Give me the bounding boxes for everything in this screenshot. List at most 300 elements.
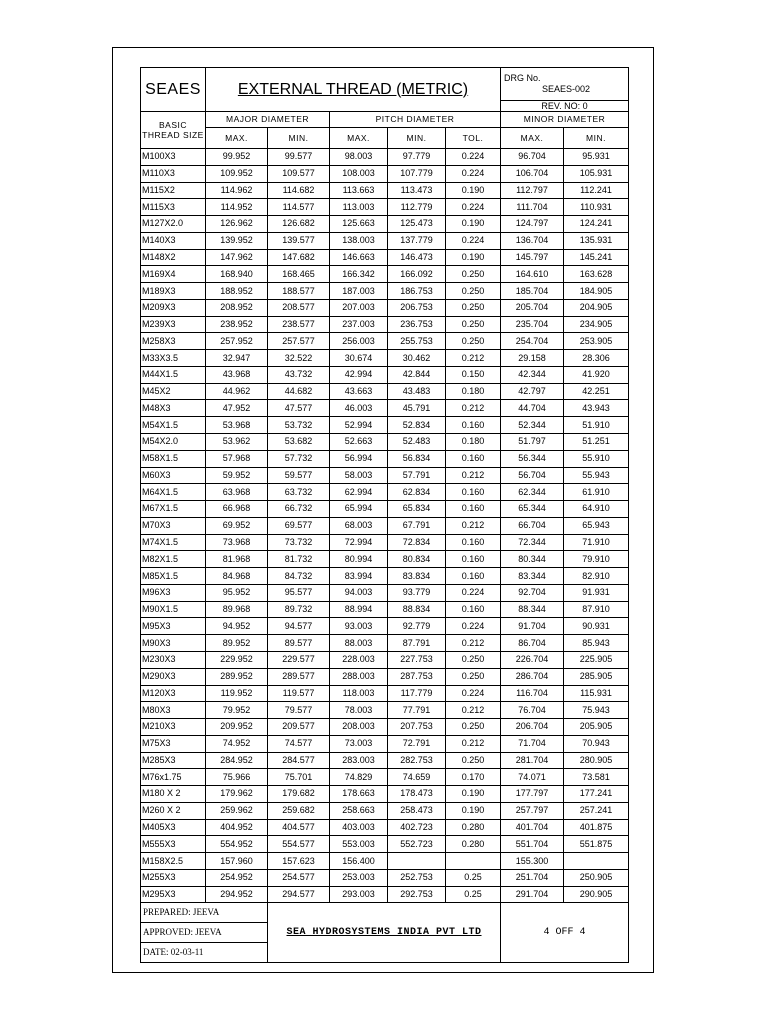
drg-value: SEAES-002 <box>541 84 591 94</box>
thread-size-cell: M96X3 <box>141 584 206 601</box>
major-max-cell: 53.968 <box>206 417 268 434</box>
minor-min-cell: 73.581 <box>564 769 629 786</box>
minor-max-cell: 401.704 <box>501 819 564 836</box>
major-min-cell: 94.577 <box>268 618 330 635</box>
pitch-max-cell: 58.003 <box>330 467 388 484</box>
prepared-by: PREPARED: JEEVA <box>141 903 268 923</box>
thread-size-cell: M90X1.5 <box>141 601 206 618</box>
major-min-cell: 79.577 <box>268 702 330 719</box>
minor-max-cell: 51.797 <box>501 434 564 451</box>
pitch-min-cell: 107.779 <box>388 165 446 182</box>
minor-max-cell: 88.344 <box>501 601 564 618</box>
pitch-max-cell: 283.003 <box>330 752 388 769</box>
pitch-tol-cell: 0.25 <box>446 869 501 886</box>
pitch-min-cell: 80.834 <box>388 551 446 568</box>
pitch-tol-cell: 0.160 <box>446 601 501 618</box>
major-min-cell: 254.577 <box>268 869 330 886</box>
pitch-min-cell: 77.791 <box>388 702 446 719</box>
table-row <box>141 618 629 635</box>
table-row <box>141 450 629 467</box>
major-min-cell: 147.682 <box>268 249 330 266</box>
pitch-tol-cell: 0.224 <box>446 685 501 702</box>
pitch-max-cell: 93.003 <box>330 618 388 635</box>
thread-size-cell: M290X3 <box>141 668 206 685</box>
col-basic-thread-size: BASIC THREAD SIZE <box>141 112 206 149</box>
minor-max-cell: 112.797 <box>501 182 564 199</box>
minor-max-cell: 185.704 <box>501 283 564 300</box>
pitch-max-cell: 30.674 <box>330 350 388 367</box>
major-max-cell: 32.947 <box>206 350 268 367</box>
thread-size-cell: M285X3 <box>141 752 206 769</box>
pitch-max-cell: 68.003 <box>330 517 388 534</box>
table-row <box>141 216 629 233</box>
pitch-tol-cell: 0.160 <box>446 417 501 434</box>
table-row <box>141 601 629 618</box>
thread-size-cell: M82X1.5 <box>141 551 206 568</box>
minor-min-cell: 28.306 <box>564 350 629 367</box>
pitch-tol-cell: 0.160 <box>446 568 501 585</box>
pitch-tol-cell: 0.212 <box>446 702 501 719</box>
pitch-tol-cell <box>446 853 501 870</box>
pitch-tol-cell: 0.212 <box>446 400 501 417</box>
table-row <box>141 551 629 568</box>
table-row <box>141 149 629 166</box>
minor-max-cell: 86.704 <box>501 635 564 652</box>
major-max-cell: 114.952 <box>206 199 268 216</box>
table-row <box>141 182 629 199</box>
date: DATE: 02-03-11 <box>141 943 268 963</box>
pitch-tol-cell: 0.160 <box>446 484 501 501</box>
pitch-max-cell: 88.994 <box>330 601 388 618</box>
table-row <box>141 333 629 350</box>
minor-min-cell: 225.905 <box>564 651 629 668</box>
major-min-cell: 294.577 <box>268 886 330 903</box>
major-min-cell: 32.522 <box>268 350 330 367</box>
table-row <box>141 484 629 501</box>
pitch-max-cell: 187.003 <box>330 283 388 300</box>
minor-max-cell: 96.704 <box>501 149 564 166</box>
minor-min-cell: 401.875 <box>564 819 629 836</box>
pitch-tol-cell: 0.25 <box>446 886 501 903</box>
thread-size-cell: M48X3 <box>141 400 206 417</box>
major-max-cell: 168.940 <box>206 266 268 283</box>
minor-max-cell: 106.704 <box>501 165 564 182</box>
thread-size-cell: M140X3 <box>141 232 206 249</box>
major-min-cell: 81.732 <box>268 551 330 568</box>
minor-min-cell: 55.943 <box>564 467 629 484</box>
pitch-tol-cell: 0.250 <box>446 266 501 283</box>
major-min-cell: 95.577 <box>268 584 330 601</box>
table-row <box>141 366 629 383</box>
pitch-min-cell: 67.791 <box>388 517 446 534</box>
pitch-min-cell: 402.723 <box>388 819 446 836</box>
thread-size-cell: M58X1.5 <box>141 450 206 467</box>
minor-min-cell: 79.910 <box>564 551 629 568</box>
major-max-cell: 289.952 <box>206 668 268 685</box>
table-row <box>141 417 629 434</box>
major-min-cell: 404.577 <box>268 819 330 836</box>
pitch-tol-cell: 0.250 <box>446 668 501 685</box>
major-min-cell: 53.682 <box>268 434 330 451</box>
company-name: SEA HYDROSYSTEMS INDIA PVT LTD <box>268 903 501 963</box>
table-row <box>141 886 629 903</box>
major-min-cell: 74.577 <box>268 735 330 752</box>
pitch-max-cell: 138.003 <box>330 232 388 249</box>
table-row <box>141 735 629 752</box>
major-max-cell: 43.968 <box>206 366 268 383</box>
pitch-max-cell: 553.003 <box>330 836 388 853</box>
pitch-max-cell: 80.994 <box>330 551 388 568</box>
minor-max-cell: 52.344 <box>501 417 564 434</box>
thread-size-cell: M239X3 <box>141 316 206 333</box>
major-min-cell: 157.623 <box>268 853 330 870</box>
minor-max-cell: 164.610 <box>501 266 564 283</box>
table-row <box>141 853 629 870</box>
pitch-tol-cell: 0.160 <box>446 450 501 467</box>
minor-max-cell: 80.344 <box>501 551 564 568</box>
minor-min-cell: 90.931 <box>564 618 629 635</box>
col-minor-min: MIN. <box>564 128 629 149</box>
table-row <box>141 283 629 300</box>
major-min-cell: 53.732 <box>268 417 330 434</box>
major-min-cell: 99.577 <box>268 149 330 166</box>
major-min-cell: 89.732 <box>268 601 330 618</box>
major-max-cell: 74.952 <box>206 735 268 752</box>
major-max-cell: 139.952 <box>206 232 268 249</box>
pitch-max-cell: 52.994 <box>330 417 388 434</box>
table-row <box>141 501 629 518</box>
thread-size-cell: M75X3 <box>141 735 206 752</box>
thread-size-cell: M44X1.5 <box>141 366 206 383</box>
major-min-cell: 114.682 <box>268 182 330 199</box>
pitch-min-cell: 112.779 <box>388 199 446 216</box>
major-min-cell: 109.577 <box>268 165 330 182</box>
minor-min-cell: 177.241 <box>564 786 629 803</box>
pitch-min-cell: 43.483 <box>388 383 446 400</box>
pitch-tol-cell: 0.212 <box>446 350 501 367</box>
table-row <box>141 584 629 601</box>
table-row <box>141 199 629 216</box>
table-row <box>141 685 629 702</box>
pitch-max-cell: 62.994 <box>330 484 388 501</box>
major-min-cell: 168.465 <box>268 266 330 283</box>
thread-size-cell: M260 X 2 <box>141 802 206 819</box>
table-row <box>141 869 629 886</box>
thread-size-cell: M76x1.75 <box>141 769 206 786</box>
major-min-cell: 179.682 <box>268 786 330 803</box>
major-max-cell: 81.968 <box>206 551 268 568</box>
table-row <box>141 668 629 685</box>
pitch-min-cell: 166.092 <box>388 266 446 283</box>
pitch-min-cell: 137.779 <box>388 232 446 249</box>
minor-min-cell: 204.905 <box>564 299 629 316</box>
pitch-max-cell: 253.003 <box>330 869 388 886</box>
major-max-cell: 95.952 <box>206 584 268 601</box>
major-min-cell: 119.577 <box>268 685 330 702</box>
major-max-cell: 109.952 <box>206 165 268 182</box>
pitch-tol-cell: 0.212 <box>446 467 501 484</box>
minor-max-cell: 91.704 <box>501 618 564 635</box>
pitch-tol-cell: 0.150 <box>446 366 501 383</box>
pitch-max-cell: 207.003 <box>330 299 388 316</box>
pitch-tol-cell: 0.250 <box>446 651 501 668</box>
minor-max-cell: 76.704 <box>501 702 564 719</box>
pitch-max-cell: 237.003 <box>330 316 388 333</box>
pitch-tol-cell: 0.224 <box>446 199 501 216</box>
minor-min-cell: 110.931 <box>564 199 629 216</box>
minor-min-cell: 75.943 <box>564 702 629 719</box>
table-row <box>141 568 629 585</box>
pitch-tol-cell: 0.212 <box>446 735 501 752</box>
minor-max-cell: 155.300 <box>501 853 564 870</box>
pitch-min-cell: 87.791 <box>388 635 446 652</box>
pitch-max-cell: 56.994 <box>330 450 388 467</box>
major-max-cell: 69.952 <box>206 517 268 534</box>
pitch-tol-cell: 0.250 <box>446 316 501 333</box>
pitch-max-cell: 113.663 <box>330 182 388 199</box>
pitch-max-cell: 52.663 <box>330 434 388 451</box>
pitch-max-cell: 108.003 <box>330 165 388 182</box>
minor-max-cell: 56.344 <box>501 450 564 467</box>
minor-min-cell: 41.920 <box>564 366 629 383</box>
major-min-cell: 57.732 <box>268 450 330 467</box>
minor-max-cell: 251.704 <box>501 869 564 886</box>
thread-size-cell: M74X1.5 <box>141 534 206 551</box>
minor-max-cell: 551.704 <box>501 836 564 853</box>
minor-max-cell: 257.797 <box>501 802 564 819</box>
pitch-min-cell: 45.791 <box>388 400 446 417</box>
major-min-cell: 289.577 <box>268 668 330 685</box>
pitch-tol-cell: 0.250 <box>446 752 501 769</box>
minor-max-cell: 254.704 <box>501 333 564 350</box>
minor-min-cell: 85.943 <box>564 635 629 652</box>
pitch-max-cell: 403.003 <box>330 819 388 836</box>
major-max-cell: 157.960 <box>206 853 268 870</box>
table-row <box>141 467 629 484</box>
minor-min-cell: 205.905 <box>564 719 629 736</box>
major-max-cell: 188.952 <box>206 283 268 300</box>
thread-size-cell: M54X1.5 <box>141 417 206 434</box>
major-max-cell: 75.966 <box>206 769 268 786</box>
table-row <box>141 316 629 333</box>
major-min-cell: 69.577 <box>268 517 330 534</box>
minor-min-cell: 70.943 <box>564 735 629 752</box>
major-max-cell: 47.952 <box>206 400 268 417</box>
minor-min-cell: 43.943 <box>564 400 629 417</box>
major-min-cell: 47.577 <box>268 400 330 417</box>
pitch-min-cell: 227.753 <box>388 651 446 668</box>
major-max-cell: 294.952 <box>206 886 268 903</box>
major-max-cell: 73.968 <box>206 534 268 551</box>
minor-min-cell: 95.931 <box>564 149 629 166</box>
thread-size-cell: M555X3 <box>141 836 206 853</box>
thread-size-cell: M210X3 <box>141 719 206 736</box>
pitch-tol-cell: 0.250 <box>446 283 501 300</box>
major-min-cell: 257.577 <box>268 333 330 350</box>
table-row <box>141 350 629 367</box>
major-min-cell: 75.701 <box>268 769 330 786</box>
pitch-min-cell: 72.791 <box>388 735 446 752</box>
pitch-min-cell: 186.753 <box>388 283 446 300</box>
thread-size-cell: M115X3 <box>141 199 206 216</box>
minor-max-cell: 56.704 <box>501 467 564 484</box>
pitch-min-cell: 125.473 <box>388 216 446 233</box>
col-major-max: MAX. <box>206 128 268 149</box>
thread-size-cell: M158X2.5 <box>141 853 206 870</box>
pitch-min-cell: 74.659 <box>388 769 446 786</box>
pitch-min-cell: 287.753 <box>388 668 446 685</box>
major-max-cell: 114.962 <box>206 182 268 199</box>
table-row <box>141 249 629 266</box>
pitch-max-cell: 74.829 <box>330 769 388 786</box>
col-pitch-min: MIN. <box>388 128 446 149</box>
minor-max-cell: 111.704 <box>501 199 564 216</box>
minor-max-cell: 66.704 <box>501 517 564 534</box>
thread-size-cell: M45X2 <box>141 383 206 400</box>
major-max-cell: 126.962 <box>206 216 268 233</box>
minor-max-cell: 65.344 <box>501 501 564 518</box>
pitch-max-cell: 166.342 <box>330 266 388 283</box>
table-row <box>141 534 629 551</box>
table-body <box>141 149 629 903</box>
thread-size-cell: M33X3.5 <box>141 350 206 367</box>
major-max-cell: 229.952 <box>206 651 268 668</box>
pitch-min-cell: 255.753 <box>388 333 446 350</box>
pitch-tol-cell: 0.224 <box>446 584 501 601</box>
pitch-min-cell: 92.779 <box>388 618 446 635</box>
minor-max-cell: 62.344 <box>501 484 564 501</box>
minor-min-cell: 163.628 <box>564 266 629 283</box>
table-row <box>141 651 629 668</box>
thread-size-cell: M85X1.5 <box>141 568 206 585</box>
col-major-diameter: MAJOR DIAMETER <box>206 112 330 128</box>
minor-min-cell: 145.241 <box>564 249 629 266</box>
table-row <box>141 836 629 853</box>
company-logo: SEAES <box>141 68 206 112</box>
pitch-min-cell: 62.834 <box>388 484 446 501</box>
thread-size-cell: M209X3 <box>141 299 206 316</box>
pitch-tol-cell: 0.160 <box>446 534 501 551</box>
minor-max-cell: 74.071 <box>501 769 564 786</box>
thread-size-cell: M95X3 <box>141 618 206 635</box>
pitch-max-cell: 83.994 <box>330 568 388 585</box>
minor-max-cell: 206.704 <box>501 719 564 736</box>
col-minor-max: MAX. <box>501 128 564 149</box>
thread-size-cell: M230X3 <box>141 651 206 668</box>
revision-number: REV. NO: 0 <box>501 101 629 112</box>
pitch-tol-cell: 0.224 <box>446 149 501 166</box>
minor-min-cell: 184.905 <box>564 283 629 300</box>
minor-min-cell: 105.931 <box>564 165 629 182</box>
minor-min-cell: 71.910 <box>564 534 629 551</box>
major-min-cell: 44.682 <box>268 383 330 400</box>
pitch-min-cell: 236.753 <box>388 316 446 333</box>
table-row <box>141 517 629 534</box>
pitch-min-cell: 97.779 <box>388 149 446 166</box>
major-max-cell: 257.952 <box>206 333 268 350</box>
pitch-tol-cell: 0.190 <box>446 786 501 803</box>
pitch-max-cell: 178.663 <box>330 786 388 803</box>
thread-size-cell: M60X3 <box>141 467 206 484</box>
minor-max-cell: 281.704 <box>501 752 564 769</box>
thread-size-cell: M70X3 <box>141 517 206 534</box>
thread-size-cell: M115X2 <box>141 182 206 199</box>
pitch-max-cell: 113.003 <box>330 199 388 216</box>
pitch-min-cell: 258.473 <box>388 802 446 819</box>
pitch-max-cell: 73.003 <box>330 735 388 752</box>
pitch-min-cell: 552.723 <box>388 836 446 853</box>
pitch-min-cell: 117.779 <box>388 685 446 702</box>
thread-size-cell: M169X4 <box>141 266 206 283</box>
major-max-cell: 57.968 <box>206 450 268 467</box>
pitch-max-cell: 118.003 <box>330 685 388 702</box>
pitch-tol-cell: 0.224 <box>446 165 501 182</box>
major-max-cell: 238.952 <box>206 316 268 333</box>
table-row <box>141 165 629 182</box>
minor-max-cell: 44.704 <box>501 400 564 417</box>
pitch-tol-cell: 0.212 <box>446 635 501 652</box>
minor-max-cell: 83.344 <box>501 568 564 585</box>
pitch-max-cell: 78.003 <box>330 702 388 719</box>
pitch-max-cell: 146.663 <box>330 249 388 266</box>
major-max-cell: 59.952 <box>206 467 268 484</box>
major-min-cell: 84.732 <box>268 568 330 585</box>
minor-max-cell: 42.797 <box>501 383 564 400</box>
pitch-min-cell: 178.473 <box>388 786 446 803</box>
major-max-cell: 63.968 <box>206 484 268 501</box>
pitch-tol-cell: 0.190 <box>446 249 501 266</box>
major-max-cell: 179.962 <box>206 786 268 803</box>
minor-min-cell: 64.910 <box>564 501 629 518</box>
table-row <box>141 719 629 736</box>
pitch-tol-cell: 0.170 <box>446 769 501 786</box>
minor-max-cell: 124.797 <box>501 216 564 233</box>
major-min-cell: 73.732 <box>268 534 330 551</box>
pitch-min-cell: 52.834 <box>388 417 446 434</box>
pitch-tol-cell: 0.160 <box>446 551 501 568</box>
pitch-tol-cell: 0.250 <box>446 719 501 736</box>
minor-max-cell: 286.704 <box>501 668 564 685</box>
pitch-tol-cell: 0.250 <box>446 299 501 316</box>
table-row <box>141 702 629 719</box>
pitch-min-cell: 42.844 <box>388 366 446 383</box>
minor-min-cell <box>564 853 629 870</box>
major-max-cell: 404.952 <box>206 819 268 836</box>
pitch-max-cell: 258.663 <box>330 802 388 819</box>
pitch-min-cell: 52.483 <box>388 434 446 451</box>
minor-max-cell: 72.344 <box>501 534 564 551</box>
minor-max-cell: 226.704 <box>501 651 564 668</box>
pitch-max-cell: 65.994 <box>330 501 388 518</box>
table-row <box>141 769 629 786</box>
major-min-cell: 554.577 <box>268 836 330 853</box>
minor-min-cell: 250.905 <box>564 869 629 886</box>
major-min-cell: 208.577 <box>268 299 330 316</box>
major-min-cell: 126.682 <box>268 216 330 233</box>
pitch-min-cell: 30.462 <box>388 350 446 367</box>
pitch-max-cell: 156.400 <box>330 853 388 870</box>
minor-min-cell: 280.905 <box>564 752 629 769</box>
table-row <box>141 266 629 283</box>
major-min-cell: 43.732 <box>268 366 330 383</box>
major-max-cell: 147.962 <box>206 249 268 266</box>
minor-max-cell: 291.704 <box>501 886 564 903</box>
pitch-min-cell: 72.834 <box>388 534 446 551</box>
pitch-min-cell: 282.753 <box>388 752 446 769</box>
pitch-tol-cell: 0.224 <box>446 232 501 249</box>
thread-size-cell: M189X3 <box>141 283 206 300</box>
pitch-tol-cell: 0.212 <box>446 517 501 534</box>
